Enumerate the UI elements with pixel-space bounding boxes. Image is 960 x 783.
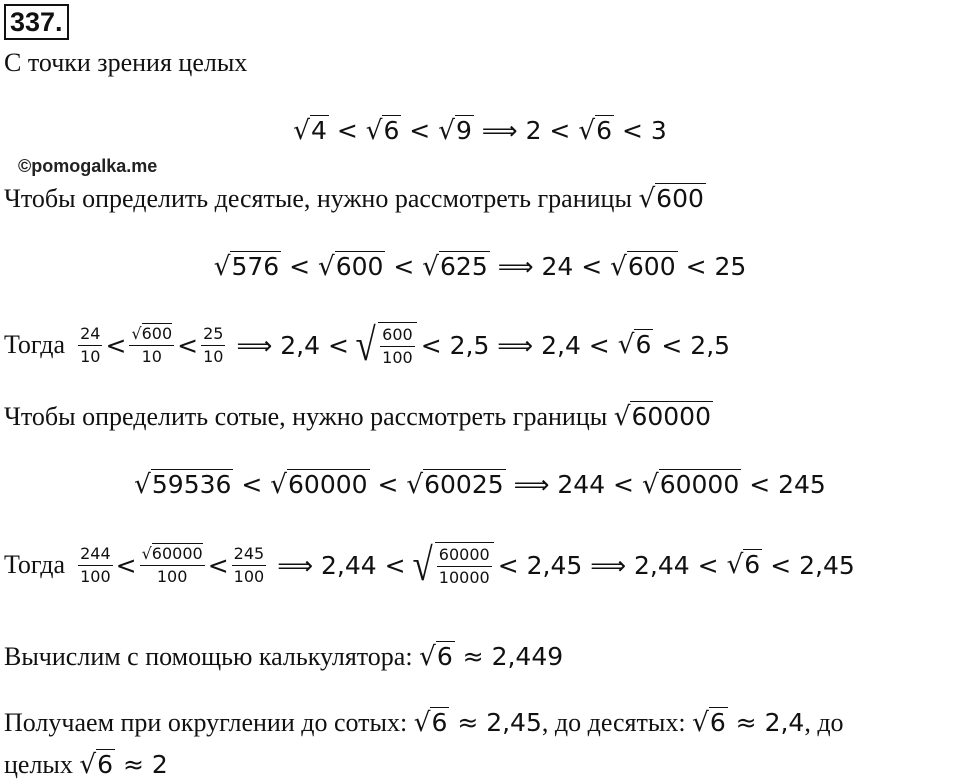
equation-tenths-fractions: Тогда $\frac{24}{10}$ < $\frac{√600}{10}$ < $\frac{25}{10}$ ⟹ 2,4 < √ $\frac{600}{100}$ < 2,5 ⟹ 2,4 < √6 < 2,5 [4, 319, 731, 370]
equation-integers: √4 < √6 < √9 ⟹ 2 < √6 < 3 [293, 116, 667, 146]
equation-hundredths-bounds: √59536 < √60000 < √60025 ⟹ 244 < √60000 < 245 [134, 470, 826, 500]
text-line-hundredths: Чтобы определить сотые, нужно рассмотреть границы √60000 [4, 402, 711, 432]
text-line-integers: С точки зрения целых [4, 48, 248, 77]
radicand: 9 [455, 116, 472, 145]
text-line-calculator: Вычислим с помощью калькулятора: √6 ≈ 2,449 [4, 642, 564, 672]
text-line-rounding-cont: целых √6 ≈ 2 [4, 750, 168, 780]
radicand: 6 [596, 116, 612, 145]
equation-tenths-bounds: √576 < √600 < √625 ⟹ 24 < √600 < 25 [213, 252, 747, 282]
watermark: ©pomogalka.me [18, 156, 158, 176]
radicand: 4 [310, 116, 327, 145]
text-line-rounding: Получаем при округлении до сотых: √6 ≈ 2,45, до десятых: √6 ≈ 2,4, до [4, 708, 844, 738]
problem-number: 337. [4, 4, 69, 40]
equation-hundredths-fractions: Тогда $\frac{244}{100}$ < $\frac{√60000}{100}$ < $\frac{245}{100}$ ⟹ 2,44 < √ $\frac{60000}{10000}$ < 2,45 ⟹ 2,44 < √6 < 2,45 [4, 539, 855, 590]
bound: < 3 [621, 116, 667, 145]
radicand: 6 [383, 116, 400, 145]
text-line-tenths: Чтобы определить десятые, нужно рассмотреть границы √600 [4, 184, 704, 214]
implication: ⟹ 2 < [481, 116, 571, 145]
